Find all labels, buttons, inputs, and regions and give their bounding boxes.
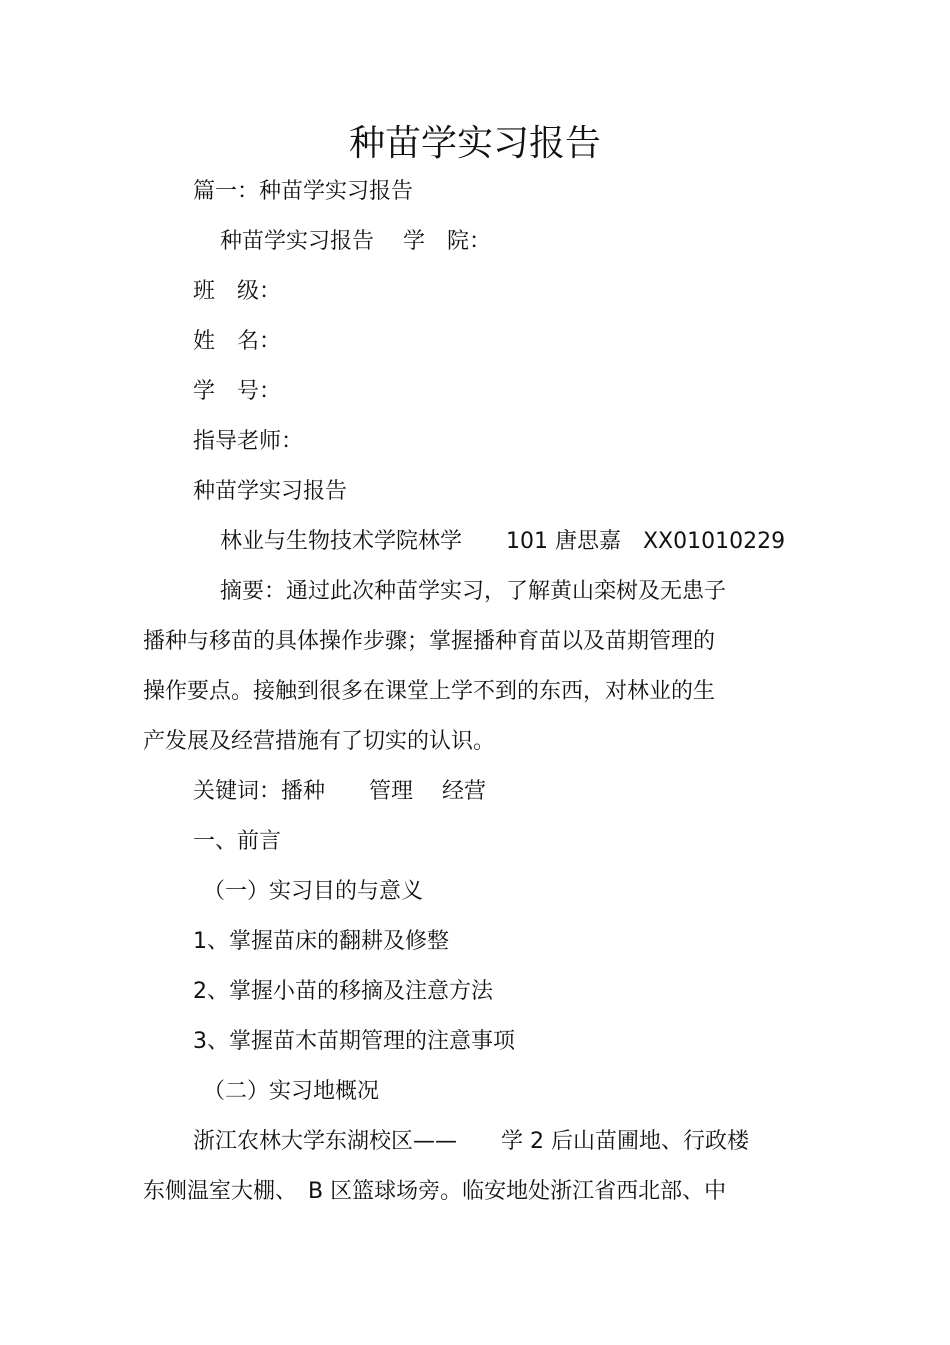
report-header-college: 种苗学实习报告 学 院： xyxy=(220,229,491,254)
section-heading-preface: 一、前言 xyxy=(193,829,282,854)
subsection-heading-purpose: （一）实习目的与意义 xyxy=(203,879,424,904)
abstract-line-1: 摘要：通过此次种苗学实习，了解黄山栾树及无患子 xyxy=(220,579,727,604)
author-info-line: 林业与生物技术学院林学 101 唐思嘉 XX01010229 xyxy=(220,529,786,554)
class-field-label: 班 级： xyxy=(193,279,282,304)
abstract-line-3: 操作要点。接触到很多在课堂上学不到的东西，对林业的生 xyxy=(143,679,716,704)
subsection-heading-site-overview: （二）实习地概况 xyxy=(203,1079,380,1104)
abstract-line-4: 产发展及经营措施有了切实的认识。 xyxy=(143,729,496,754)
abstract-line-2: 播种与移苗的具体操作步骤；掌握播种育苗以及苗期管理的 xyxy=(143,629,716,654)
keywords-line: 关键词：播种 管理 经营 xyxy=(193,779,486,804)
site-description-line-1: 浙江农林大学东湖校区—— 学 2 后山苗圃地、行政楼 xyxy=(193,1129,749,1154)
report-subtitle: 种苗学实习报告 xyxy=(193,479,348,504)
list-item-2: 2、掌握小苗的移摘及注意方法 xyxy=(193,979,493,1004)
section-heading-part-one: 篇一：种苗学实习报告 xyxy=(193,179,414,204)
list-item-1: 1、掌握苗床的翻耕及修整 xyxy=(193,929,449,954)
list-item-3: 3、掌握苗木苗期管理的注意事项 xyxy=(193,1029,515,1054)
site-description-line-2: 东侧温室大棚、 B 区篮球场旁。临安地处浙江省西北部、中 xyxy=(143,1179,727,1204)
advisor-field-label: 指导老师： xyxy=(193,429,304,454)
document-title: 种苗学实习报告 xyxy=(348,123,601,164)
student-id-field-label: 学 号： xyxy=(193,379,282,404)
name-field-label: 姓 名： xyxy=(193,329,282,354)
